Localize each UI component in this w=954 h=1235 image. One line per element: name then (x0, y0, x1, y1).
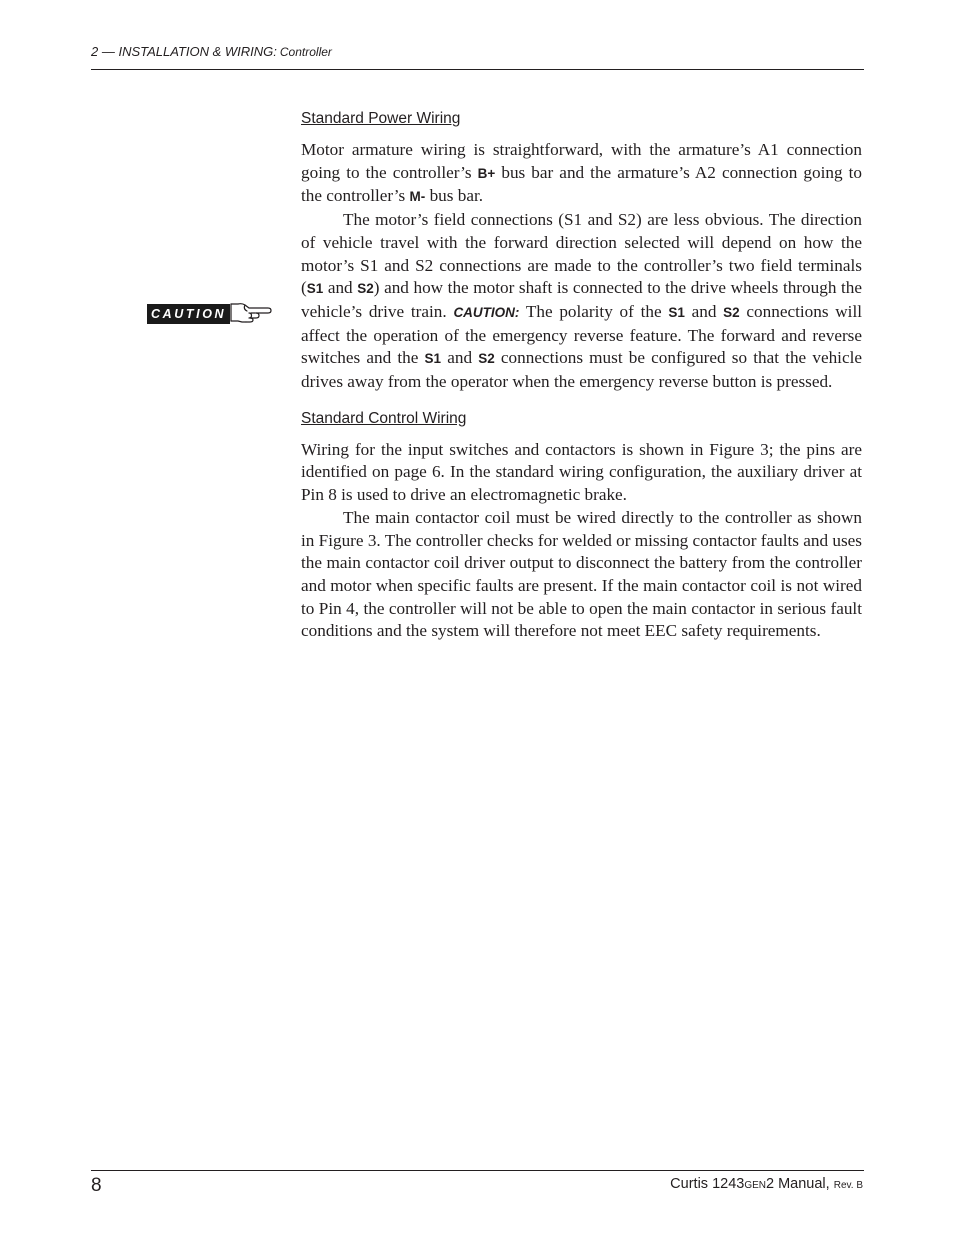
section-heading-control: Standard Control Wiring (301, 409, 467, 427)
caution-label: CAUTION (147, 304, 230, 324)
main-content (301, 108, 862, 643)
terminal-code: S2 (478, 351, 495, 367)
paragraph: The main contactor coil must be wired directly to the controller as shown in Figure 3. The controller checks for welded or missing contactor faults and uses the main contactor coil driver output to disconnect the battery from the controller and motor when specific faults are present. If the main contactor coil is not wired to Pin 4, the controller will not be able to open the main contactor in serious fault conditions and the system will therefore not meet EEC safety requirements. (301, 507, 862, 641)
terminal-code: S2 (723, 304, 740, 320)
page-number: 8 (91, 1175, 102, 1196)
revision: Rev. B (833, 1180, 863, 1191)
paragraph: Motor armature wiring is straightforward, with the armature’s A1 connection going to the controller’s B+ bus bar and the armature’s A2 connection going to the controller’s M- bus bar. (301, 140, 862, 206)
terminal-code: M- (409, 189, 426, 205)
running-header (91, 44, 864, 59)
header-rule (91, 69, 864, 70)
terminal-code: S1 (306, 281, 324, 297)
terminal-code: B+ (477, 165, 496, 181)
footer-rule (91, 1170, 864, 1171)
terminal-code: S2 (357, 281, 374, 297)
header-subsection: Controller (279, 45, 332, 59)
caution-inline-label: CAUTION: (453, 304, 520, 320)
terminal-code: S1 (668, 304, 685, 320)
footer-title: Curtis 1243GEN2 Manual, Rev. B (670, 1176, 863, 1192)
header-section: 2 — INSTALLATION & WIRING: (91, 44, 277, 59)
pointing-hand-icon (230, 300, 272, 329)
caution-badge (147, 303, 272, 325)
section-heading-power: Standard Power Wiring (301, 110, 461, 127)
paragraph: Wiring for the input switches and contactors is shown in Figure 3; the pins are identified on page 6. In the standard wiring configuration, the auxiliary driver at Pin 8 is used to drive an electromagnetic brake. (301, 439, 862, 505)
terminal-code: S1 (424, 351, 442, 367)
paragraph: The motor’s field connections (S1 and S2) are less obvious. The direction of vehicle travel with the forward direction selected will depend on how the motor’s S1 and S2 connections are made to the controller’s two field terminals (S1 and S2) and how the motor shaft is connected to the drive wheels through the vehicle’s drive train. CAUTION: The polarity of the S1 and S2 connections will affect the operation of the emergency reverse feature. The forward and reverse switches and the S1 and S2 connections must be configured so that the vehicle drives away from the operator when the emergency reverse button is pressed. (301, 210, 863, 392)
